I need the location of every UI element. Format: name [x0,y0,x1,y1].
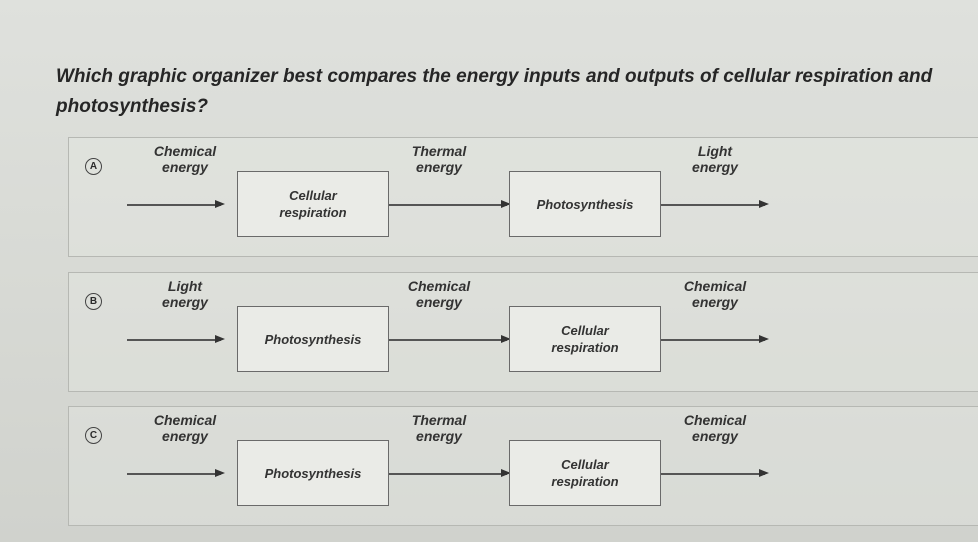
energy-label-input: Chemical energy [153,143,217,175]
flow-arrow-line [127,473,221,475]
option-letter-badge: B [85,293,102,310]
energy-label-middle: Thermal energy [411,143,467,175]
process-box-process1: Photosynthesis [237,440,389,506]
option-letter-badge: A [85,158,102,175]
process-box-process1: Cellular respiration [237,171,389,237]
flow-arrow-line [659,339,765,341]
energy-label-input: Light energy [162,278,208,310]
flow-arrow-line [387,473,507,475]
process-box-process2: Photosynthesis [509,171,661,237]
arrowhead-icon [759,200,769,208]
arrowhead-icon [215,200,225,208]
flow-arrow-line [387,339,507,341]
answer-option-b[interactable] [68,272,978,392]
process-box-process2: Cellular respiration [509,306,661,372]
arrowhead-icon [759,469,769,477]
energy-label-output: Light energy [692,143,738,175]
energy-label-middle: Thermal energy [411,412,467,444]
process-box-process2: Cellular respiration [509,440,661,506]
energy-label-output: Chemical energy [683,278,747,310]
flow-arrow-line [659,204,765,206]
energy-label-middle: Chemical energy [407,278,471,310]
energy-label-output: Chemical energy [683,412,747,444]
answer-option-c[interactable] [68,406,978,526]
arrowhead-icon [215,469,225,477]
flow-arrow-line [659,473,765,475]
flow-arrow-line [387,204,507,206]
arrowhead-icon [759,335,769,343]
arrowhead-icon [215,335,225,343]
flow-arrow-line [127,204,221,206]
option-letter-badge: C [85,427,102,444]
energy-label-input: Chemical energy [153,412,217,444]
answer-option-a[interactable] [68,137,978,257]
process-box-process1: Photosynthesis [237,306,389,372]
flow-arrow-line [127,339,221,341]
question-text: Which graphic organizer best compares the energy inputs and outputs of cellular respiration and photosynthesis? [56,66,933,117]
